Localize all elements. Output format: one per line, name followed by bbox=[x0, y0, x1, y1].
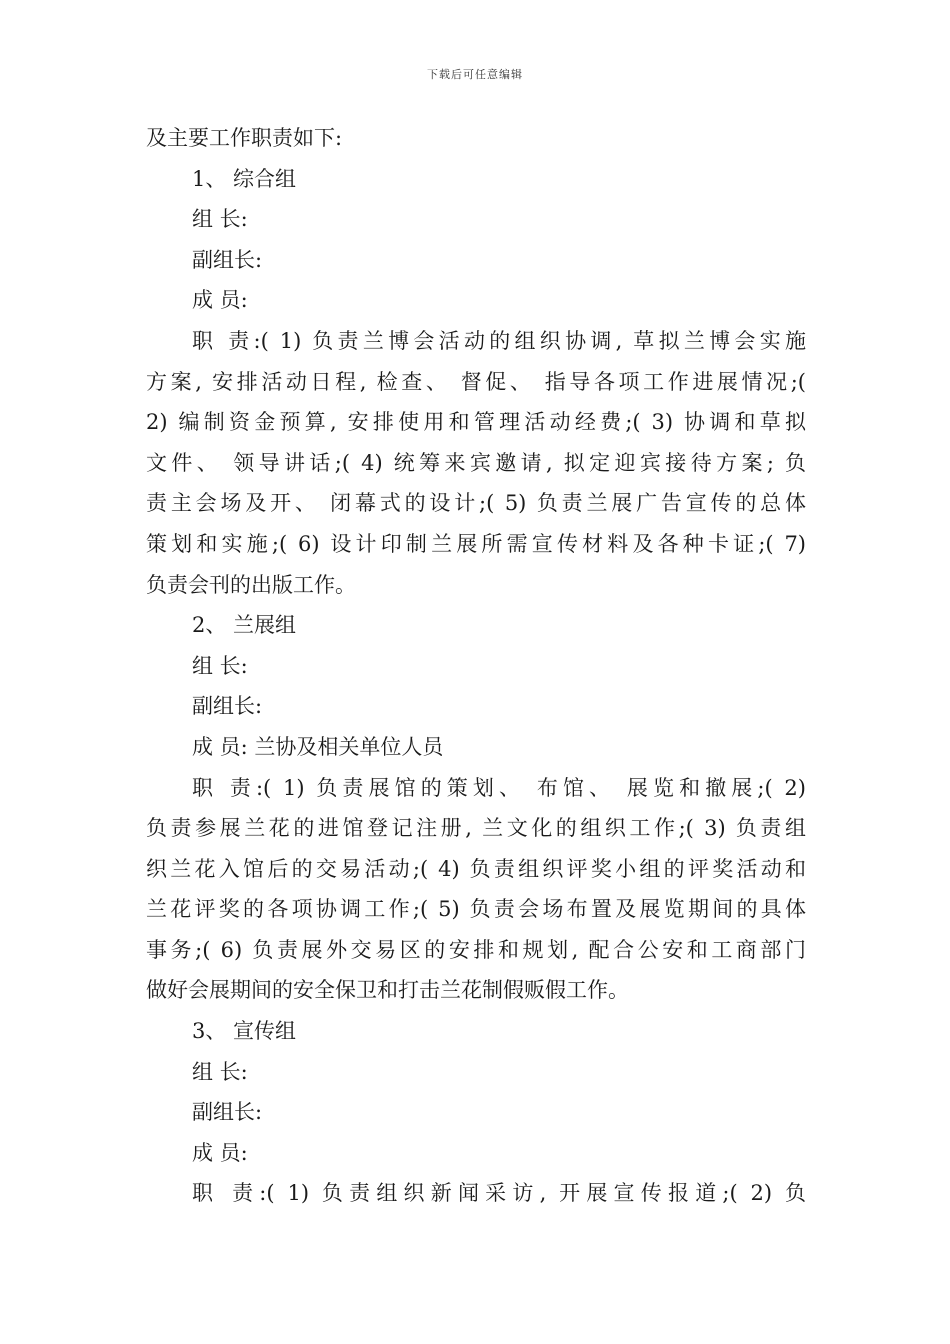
duties-line: 兰花评奖的各项协调工作;( 5) 负责会场布置及展览期间的具体 bbox=[146, 897, 806, 922]
duties-line: 事务;( 6) 负责展外交易区的安排和规划, 配合公安和工商部门 bbox=[146, 937, 806, 962]
page-header: 下载后可任意编辑 bbox=[427, 68, 523, 81]
members-line: 成 员: bbox=[192, 288, 248, 313]
section-heading: 3、 宣传组 bbox=[192, 1019, 297, 1044]
duties-line: 负责会刊的出版工作。 bbox=[146, 572, 356, 597]
duties-line: 职 责:( 1) 负责兰博会活动的组织协调, 草拟兰博会实施 bbox=[192, 328, 806, 353]
duties-line: 策划和实施;( 6) 设计印制兰展所需宣传材料及各种卡证;( 7) bbox=[146, 531, 806, 556]
duties-line: 2) 编制资金预算, 安排使用和管理活动经费;( 3) 协调和草拟 bbox=[146, 410, 806, 435]
members-line: 成 员: 兰协及相关单位人员 bbox=[192, 734, 444, 759]
section-heading: 2、 兰展组 bbox=[192, 613, 297, 638]
leader-line: 组 长: bbox=[192, 1059, 248, 1084]
duties-line: 负责参展兰花的进馆登记注册, 兰文化的组织工作;( 3) 负责组 bbox=[146, 816, 806, 841]
deputy-leader-line: 副组长: bbox=[192, 1100, 263, 1125]
members-line: 成 员: bbox=[192, 1140, 248, 1165]
document-body bbox=[146, 118, 806, 1214]
duties-line: 文件、 领导讲话;( 4) 统筹来宾邀请, 拟定迎宾接待方案; 负 bbox=[146, 450, 806, 475]
duties-line: 方案, 安排活动日程, 检查、 督促、 指导各项工作进展情况;( bbox=[146, 369, 806, 394]
deputy-leader-line: 副组长: bbox=[192, 247, 263, 272]
duties-line: 职 责:( 1) 负责组织新闻采访, 开展宣传报道;( 2) 负 bbox=[192, 1181, 806, 1206]
section-heading: 1、 综合组 bbox=[192, 166, 297, 191]
duties-line: 织兰花入馆后的交易活动;( 4) 负责组织评奖小组的评奖活动和 bbox=[146, 856, 806, 881]
leader-line: 组 长: bbox=[192, 653, 248, 678]
duties-line: 责主会场及开、 闭幕式的设计;( 5) 负责兰展广告宣传的总体 bbox=[146, 491, 806, 516]
duties-line: 职 责:( 1) 负责展馆的策划、 布馆、 展览和撤展;( 2) bbox=[192, 775, 806, 800]
duties-line: 做好会展期间的安全保卫和打击兰花制假贩假工作。 bbox=[146, 978, 629, 1003]
leader-line: 组 长: bbox=[192, 207, 248, 232]
intro-line: 及主要工作职责如下: bbox=[146, 126, 343, 150]
deputy-leader-line: 副组长: bbox=[192, 694, 263, 719]
